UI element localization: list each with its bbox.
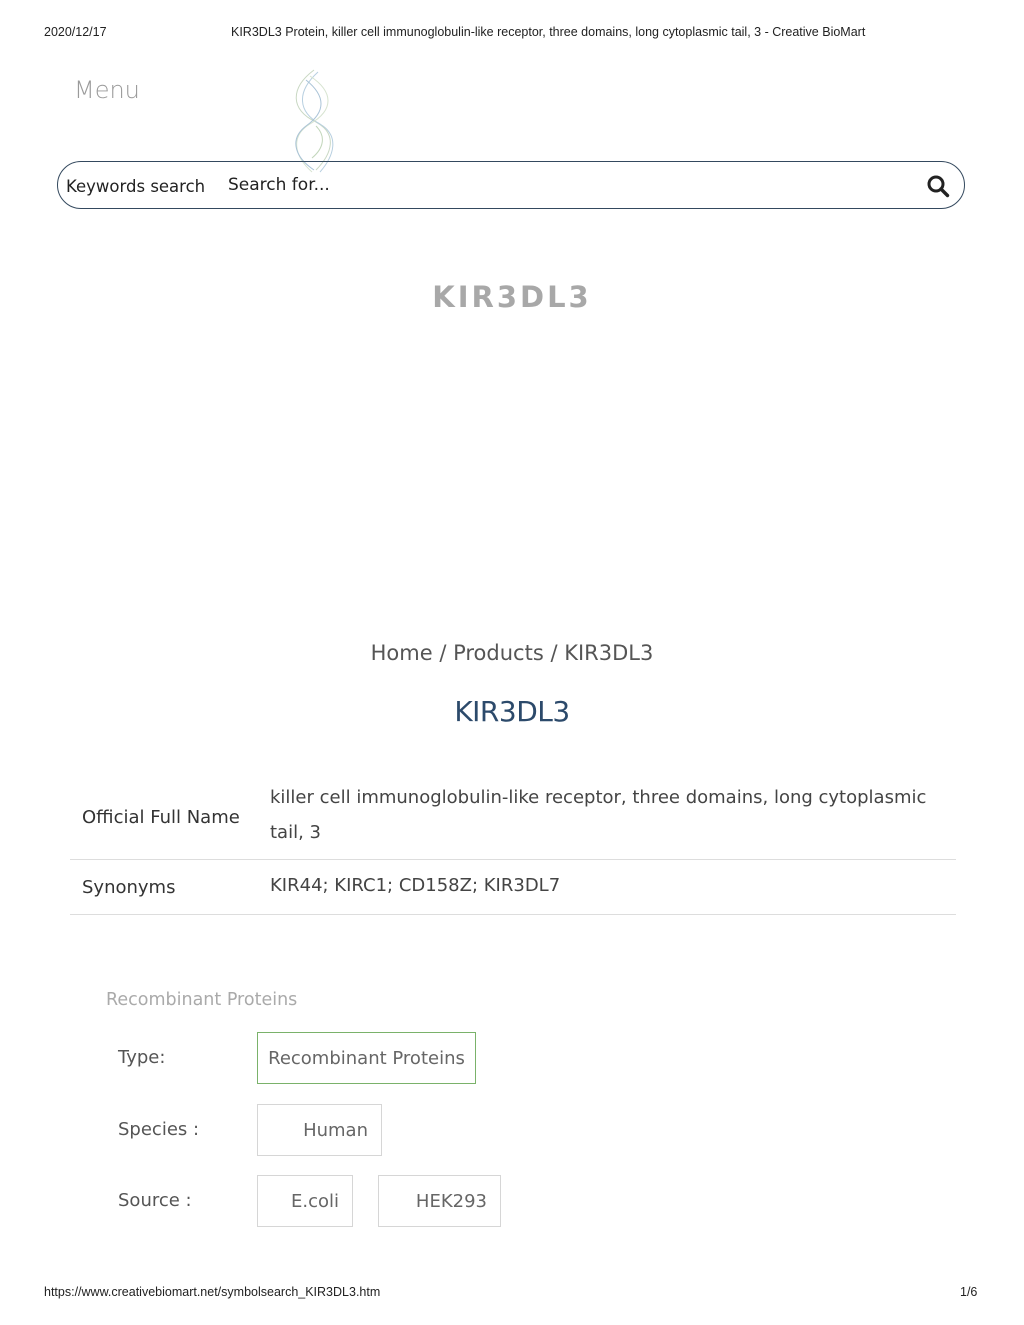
official-full-name-value: killer cell immunoglobulin-like receptor, three domains, long cytoplasmic tail, 3 xyxy=(270,787,927,843)
table-row xyxy=(70,776,956,860)
breadcrumb xyxy=(0,641,1024,665)
species-label: Species : xyxy=(118,1119,200,1140)
page-title: KIR3DL3 xyxy=(454,695,570,728)
helix-logo-icon[interactable] xyxy=(276,66,350,176)
breadcrumb-current: KIR3DL3 xyxy=(564,641,654,665)
search-bar xyxy=(57,161,965,209)
menu-button[interactable]: Menu xyxy=(74,76,140,104)
section-label: Recombinant Proteins xyxy=(106,990,298,1010)
breadcrumb-separator: / xyxy=(439,641,447,665)
breadcrumb-home[interactable]: Home xyxy=(370,641,433,665)
source-label: Source : xyxy=(118,1190,192,1211)
source-option-hek293[interactable]: HEK293 xyxy=(378,1175,501,1227)
print-title: KIR3DL3 Protein, killer cell immunoglobulin-like receptor, three domains, long cytoplasmic tail, 3 - Creative BioMart xyxy=(231,25,866,39)
search-icon[interactable] xyxy=(926,174,950,198)
type-option-recombinant-proteins[interactable]: Recombinant Proteins xyxy=(257,1032,476,1084)
breadcrumb-products[interactable]: Products xyxy=(453,641,544,665)
synonyms-label: Synonyms xyxy=(82,876,176,898)
search-label: Keywords search xyxy=(66,177,206,196)
print-page-number: 1/6 xyxy=(960,1285,978,1299)
official-full-name-label: Official Full Name xyxy=(82,807,240,828)
species-option-human[interactable]: Human xyxy=(257,1104,382,1156)
source-option-ecoli[interactable]: E.coli xyxy=(257,1175,353,1227)
hero-title: KIR3DL3 xyxy=(432,280,592,314)
table-row xyxy=(70,860,956,915)
print-url: https://www.creativebiomart.net/symbolsearch_KIR3DL3.htm xyxy=(44,1285,381,1299)
breadcrumb-separator: / xyxy=(550,641,558,665)
type-label: Type: xyxy=(118,1047,166,1068)
print-date: 2020/12/17 xyxy=(44,25,107,39)
search-input[interactable] xyxy=(228,171,878,199)
info-table xyxy=(70,776,956,915)
synonyms-value: KIR44; KIRC1; CD158Z; KIR3DL7 xyxy=(270,875,561,896)
